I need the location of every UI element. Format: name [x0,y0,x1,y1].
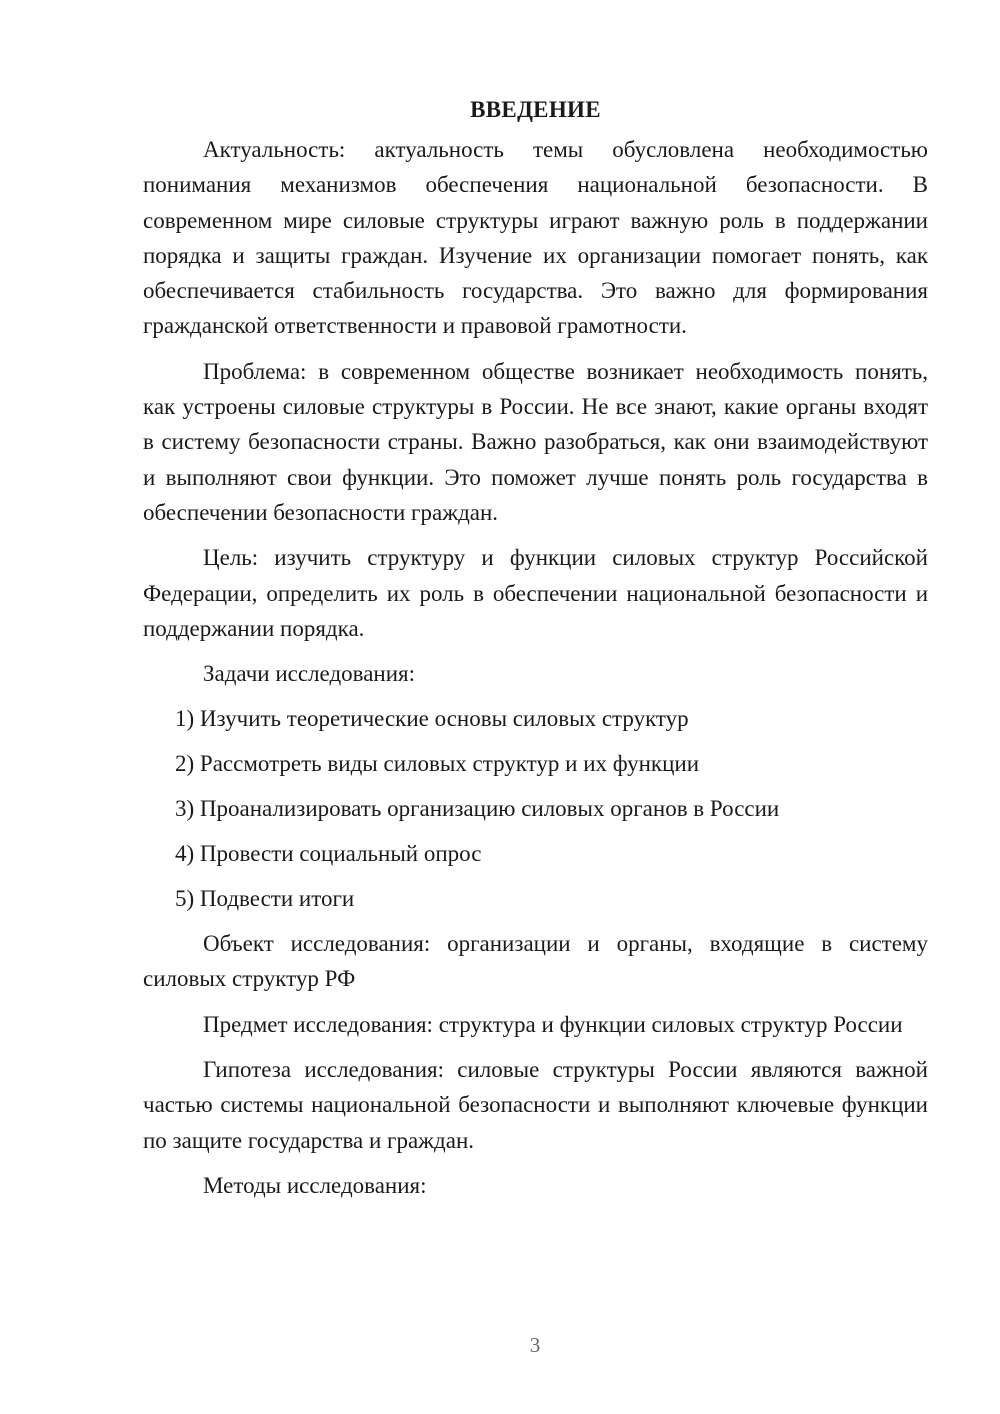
page-number: 3 [529,1333,541,1357]
object-paragraph: Объект исследования: организации и органы, входящие в систему силовых структур РФ [143,931,928,992]
subject-paragraph: Предмет исследования: структура и функции силовых структур России [203,1011,903,1037]
hypothesis-paragraph: Гипотеза исследования: силовые структуры России являются важной частью системы национальной безопасности и выполняют ключевые функции по защите государства и граждан. [143,1057,928,1153]
task-item: 4) Провести социальный опрос [175,841,482,867]
relevance-paragraph: Актуальность: актуальность темы обусловлена необходимостью понимания механизмов обеспечения национальной безопасности. В современном мире силовые структуры играют важную роль в поддержании порядка и защиты граждан. Изучение их организации помогает понять, как обеспечивается стабильность государства. Это важно для формирования гражданской ответственности и правовой грамотности. [143,137,928,339]
page-content [143,92,928,1213]
task-item: 5) Подвести итоги [175,886,355,912]
problem-paragraph: Проблема: в современном обществе возникает необходимость понять, как устроены силовые структуры в России. Не все знают, какие органы входят в систему безопасности страны. Важно разобраться, как они взаимодействуют и выполняют свои функции. Это поможет лучше понять роль государства в обеспечении безопасности граждан. [143,358,928,525]
task-item: 1) Изучить теоретические основы силовых структур [175,706,689,732]
task-item: 2) Рассмотреть виды силовых структур и их функции [175,751,700,777]
tasks-title: Задачи исследования: [203,661,416,687]
methods-title: Методы исследования: [203,1172,427,1198]
tasks-list [143,701,928,916]
page-heading: ВВЕДЕНИЕ [470,97,601,122]
goal-paragraph: Цель: изучить структуру и функции силовых структур Российской Федерации, определить их роль в обеспечении национальной безопасности и поддержании порядка. [143,545,928,641]
task-item: 3) Проанализировать организацию силовых органов в России [175,796,780,822]
